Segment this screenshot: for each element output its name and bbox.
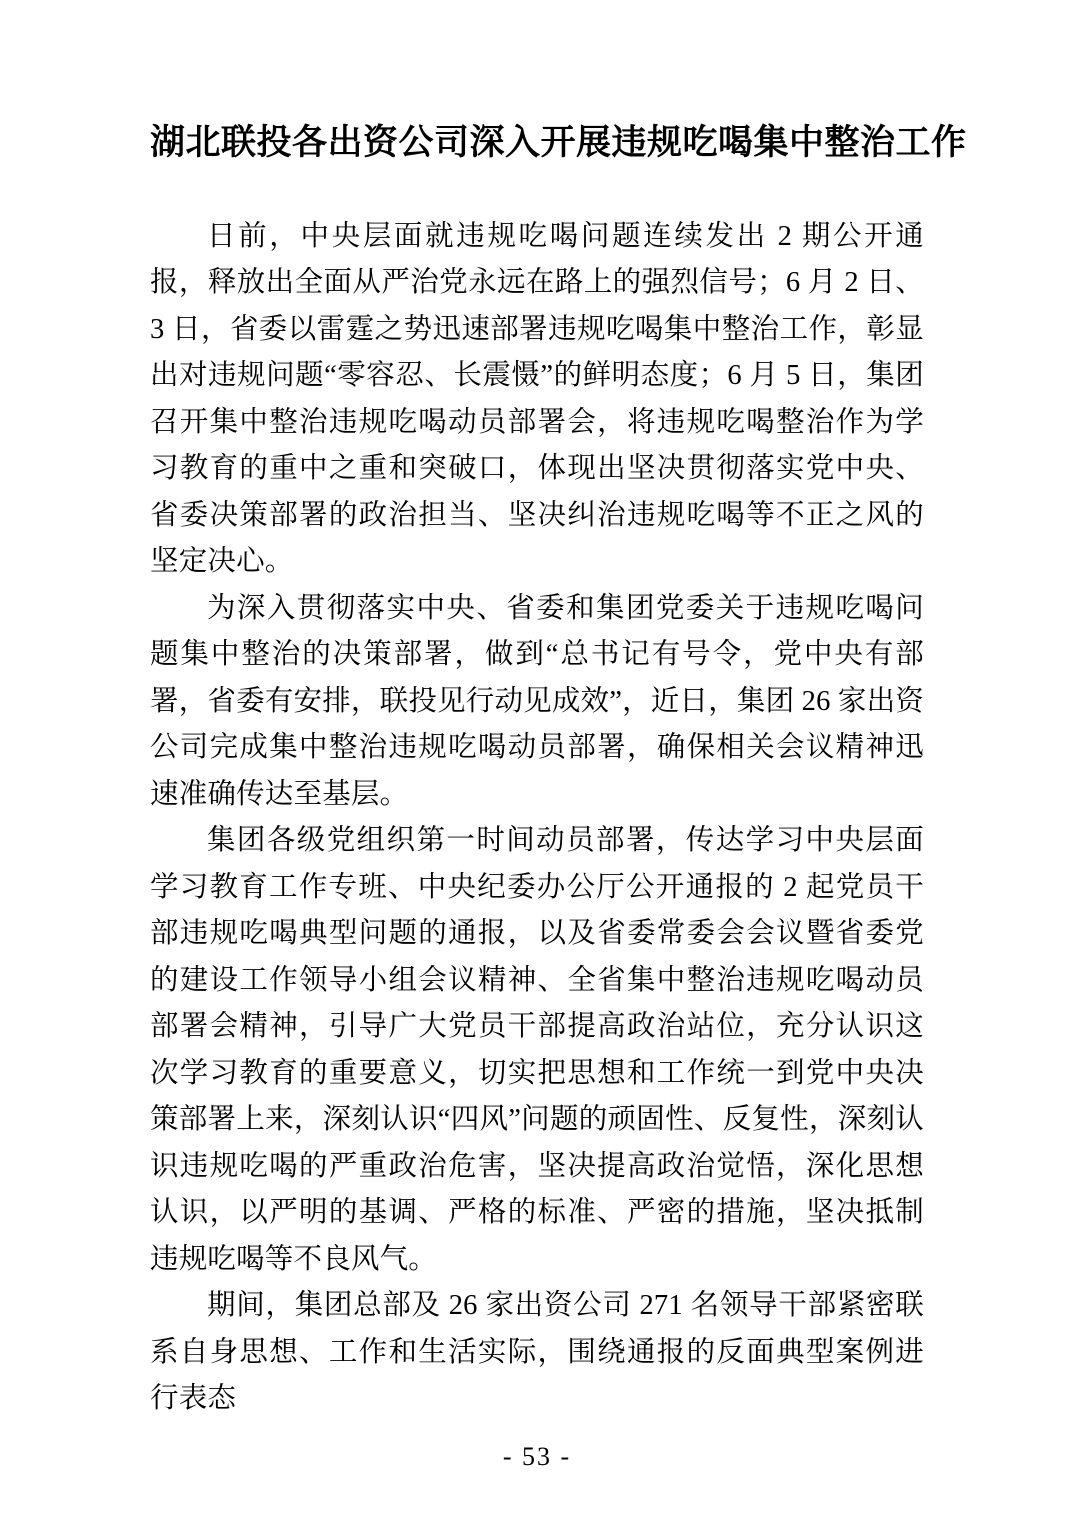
page-title: 湖北联投各出资公司深入开展违规吃喝集中整治工作 xyxy=(150,123,967,162)
paragraph-3: 集团各级党组织第一时间动员部署，传达学习中央层面学习教育工作专班、中央纪委办公厅公开通报的 2 起党员干部违规吃喝典型问题的通报，以及省委常委会会议暨省委党的建设工作领导小组会议精神、全省集中整治违规吃喝动员部署会精神，引导广大党员干部提高政治站位，充分认识这次学习教育的重要意义，切实把思想和工作统一到党中央决策部署上来，深刻认识“四风”问题的顽固性、反复性，深刻认识违规吃喝的严重政治危害，坚决提高政治觉悟，深化思想认识，以严明的基调、严格的标准、严密的措施，坚决抵制违规吃喝等不良风气。 xyxy=(150,825,924,1275)
paragraph-1: 日前，中央层面就违规吃喝问题连续发出 2 期公开通报，释放出全面从严治党永远在路上的强烈信号；6 月 2 日、3 日，省委以雷霆之势迅速部署违规吃喝集中整治工作，彰显出对违规问题“零容忍、长震慑”的鲜明态度；6 月 5 日，集团召开集中整治违规吃喝动员部署会，将违规吃喝整治作为学习教育的重中之重和突破口，体现出坚决贯彻落实党中央、省委决策部署的政治担当、坚决纠治违规吃喝等不正之风的坚定决心。 xyxy=(150,220,924,577)
page-number: - 53 - xyxy=(502,1442,572,1471)
paragraph-4: 期间，集团总部及 26 家出资公司 271 名领导干部紧密联系自身思想、工作和生活实际，围绕通报的反面典型案例进行表态 xyxy=(150,1290,924,1414)
paragraph-2: 为深入贯彻落实中央、省委和集团党委关于违规吃喝问题集中整治的决策部署，做到“总书记有号令，党中央有部署，省委有安排，联投见行动见成效”，近日，集团 26 家出资公司完成集中整治违规吃喝动员部署，确保相关会议精神迅速准确传达至基层。 xyxy=(150,592,924,810)
document-body xyxy=(150,214,924,1423)
